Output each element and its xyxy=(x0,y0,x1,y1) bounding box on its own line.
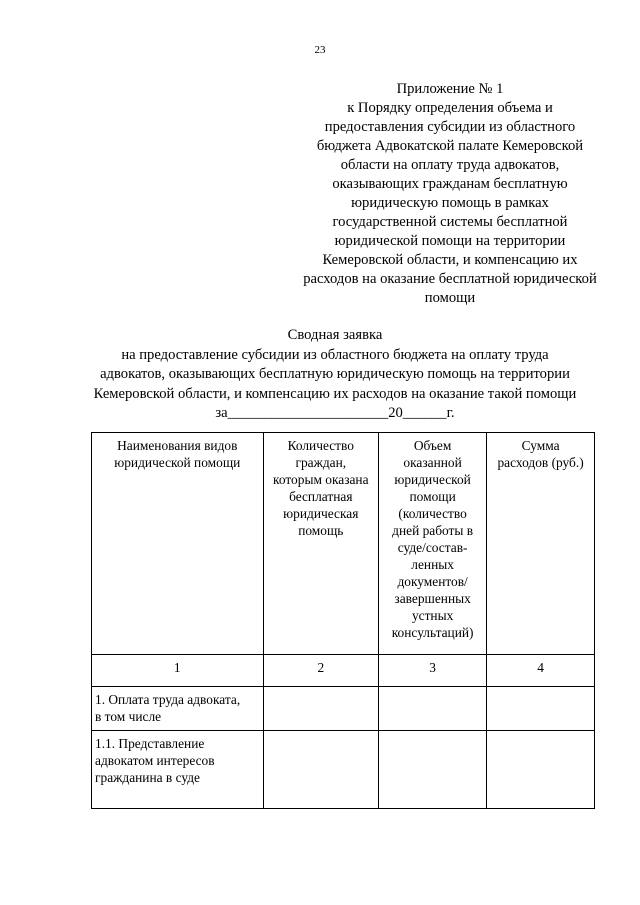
table-row xyxy=(92,731,595,809)
column-number: 2 xyxy=(263,655,379,687)
table-cell[interactable] xyxy=(263,687,379,731)
appendix-line: бюджета Адвокатской палате Кемеровской xyxy=(316,138,584,154)
table-row xyxy=(92,687,595,731)
title-line: адвокатов, оказывающих бесплатную юридическую помощь на территории xyxy=(100,366,570,382)
column-number-row xyxy=(92,655,595,687)
header-cell-citizens-count: Количество граждан, которым оказана бесплатная юридическая помощь xyxy=(263,433,379,655)
appendix-line: Приложение № 1 xyxy=(396,81,504,97)
table-cell[interactable] xyxy=(379,731,487,809)
column-number: 1 xyxy=(92,655,264,687)
row-label: 1.1. Представление адвокатом интересов гражданина в суде xyxy=(92,731,264,809)
header-cell-expenses: Сумма расходов (руб.) xyxy=(487,433,595,655)
header-row xyxy=(92,433,595,655)
table-cell[interactable] xyxy=(263,731,379,809)
appendix-line: оказывающих гражданам бесплатную xyxy=(332,176,568,192)
table-cell[interactable] xyxy=(379,687,487,731)
appendix-line: области на оплату труда адвокатов, xyxy=(340,157,560,173)
title-line: на предоставление субсидии из областного бюджета на оплату труда xyxy=(121,346,549,363)
table-cell[interactable] xyxy=(487,687,595,731)
appendix-line: предоставления субсидии из областного xyxy=(324,119,576,135)
appendix-line: к Порядку определения объема и xyxy=(347,100,553,116)
appendix-line: юридической помощи на территории xyxy=(334,233,566,249)
period-line: за______________________20______г. xyxy=(215,405,455,421)
appendix-line: помощи xyxy=(424,290,476,306)
column-number: 3 xyxy=(379,655,487,687)
table-cell[interactable] xyxy=(487,731,595,809)
document-title xyxy=(60,326,610,424)
title-line: Сводная заявка xyxy=(287,327,383,343)
page-number: 23 xyxy=(314,44,326,56)
appendix-line: Кемеровской области, и компенсацию их xyxy=(322,252,578,268)
header-cell-assistance-type: Наименования видов юридической помощи xyxy=(92,433,264,655)
appendix-line: расходов на оказание бесплатной юридической xyxy=(303,271,597,287)
appendix-line: юридическую помощь в рамках xyxy=(351,195,549,211)
application-table xyxy=(91,432,595,809)
header-cell-volume: Объем оказанной юридической помощи (количество дней работы в суде/состав- ленных документов/ завершенных устных консультаций) xyxy=(379,433,487,655)
appendix-heading xyxy=(300,80,600,308)
column-number: 4 xyxy=(487,655,595,687)
title-line: Кемеровской области, и компенсацию их расходов на оказание такой помощи xyxy=(93,385,577,402)
row-label: 1. Оплата труда адвоката, в том числе xyxy=(92,687,264,731)
appendix-line: государственной системы бесплатной xyxy=(332,214,568,230)
